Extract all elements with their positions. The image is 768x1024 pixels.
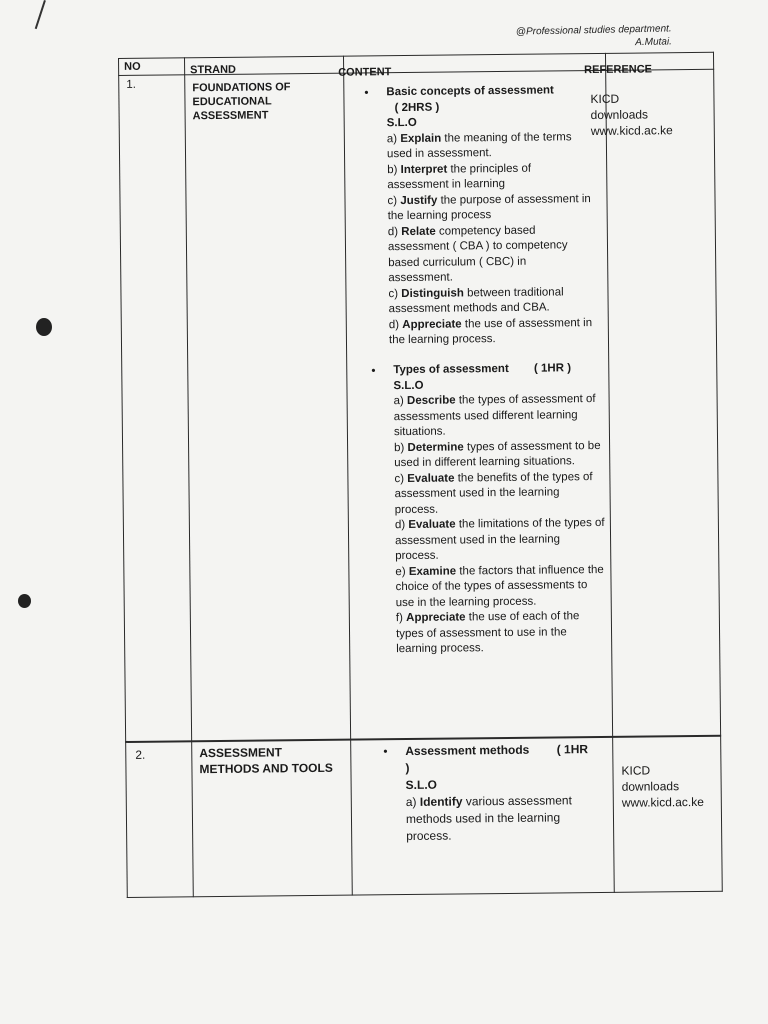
outcome-item: c) Distinguish between traditional assessment methods and CBA.	[388, 285, 564, 316]
reference-line: downloads	[590, 107, 649, 123]
topic-hours: ( 2HRS )	[394, 101, 440, 114]
strand-line: ASSESSMENT	[192, 109, 269, 123]
table-border-bottom	[127, 891, 723, 898]
row-1-reference	[590, 90, 673, 139]
row-2-number: 2.	[135, 747, 146, 762]
strand-line: FOUNDATIONS OF	[192, 81, 291, 95]
outcome-item: a) Describe the types of assessment of assessments used different learning situations.	[393, 393, 596, 439]
strand-line: EDUCATIONAL	[192, 95, 272, 109]
topic-assessment-methods	[383, 741, 596, 845]
table-border-top	[118, 52, 714, 59]
row-1-number: 1.	[126, 78, 136, 91]
table-border-left	[118, 58, 128, 898]
outcome-item: d) Relate competency based assessment ( CBA ) to competency based curriculum ( CBC) in assessment.	[387, 224, 568, 285]
row-2-strand	[199, 744, 333, 777]
topic-hours: ( 1HR )	[405, 742, 589, 776]
topic-types-of-assessment	[371, 361, 606, 658]
reference-line: www.kicd.ac.ke	[590, 123, 673, 139]
scheme-table	[118, 52, 723, 898]
outcome-item: c) Evaluate the benefits of the types of assessment used in the learning process.	[394, 470, 593, 516]
bullet-icon: •	[371, 363, 376, 378]
slo-label: S.L.O	[386, 116, 417, 130]
column-divider-strand	[343, 56, 353, 896]
row-1-strand	[192, 80, 291, 123]
outcome-item: a) Identify various assessment methods used in the learning process.	[405, 793, 572, 844]
topic-title: Types of assessment	[393, 362, 509, 377]
outcome-item: b) Determine types of assessment to be used in different learning situations.	[394, 439, 601, 470]
author-name: A.Mutai.	[635, 36, 673, 49]
slo-label: S.L.O	[405, 777, 438, 793]
table-border-right	[713, 52, 723, 892]
punch-hole-bottom	[18, 594, 31, 608]
column-header-strand: STRAND	[190, 63, 237, 77]
topic-title: Basic concepts of assessment	[386, 84, 554, 99]
reference-line: KICD	[590, 91, 620, 107]
row-divider	[125, 735, 721, 743]
outcome-item: d) Evaluate the limitations of the types of assessment used in the learning process.	[394, 516, 605, 563]
topic-basic-concepts	[364, 83, 594, 349]
pen-mark	[35, 0, 46, 29]
outcome-item: d) Appreciate the use of assessment in the learning process.	[388, 316, 593, 347]
outcome-item: c) Justify the purpose of assessment in the learning process	[387, 192, 591, 223]
department-note	[516, 22, 672, 51]
slo-label: S.L.O	[393, 379, 424, 392]
outcome-item: b) Interpret the principles of assessment in learning	[387, 162, 532, 192]
bullet-icon: •	[383, 744, 388, 759]
outcome-item: f) Appreciate the use of each of the types of assessment to use in the learning process.	[395, 610, 580, 656]
column-header-content: CONTENT	[338, 66, 392, 79]
outcome-item: a) Explain the meaning of the terms used in assessment.	[386, 130, 572, 161]
outcome-item: e) Examine the factors that influence the choice of the types of assessments to use in the learning process.	[395, 563, 604, 609]
column-divider-content	[605, 53, 615, 893]
topic-title: Assessment methods	[405, 742, 530, 759]
reference-line: KICD	[621, 763, 651, 778]
row-2-reference	[621, 762, 704, 811]
column-divider-no	[184, 57, 194, 897]
topic-hours: ( 1HR )	[533, 362, 572, 375]
department-name: @Professional studies department.	[515, 23, 672, 38]
strand-line: METHODS AND TOOLS	[199, 760, 333, 777]
strand-line: ASSESSMENT	[199, 745, 283, 761]
column-header-reference: REFERENCE	[584, 63, 653, 77]
reference-line: www.kicd.ac.ke	[621, 794, 704, 810]
punch-hole-top	[36, 318, 52, 336]
reference-line: downloads	[621, 779, 680, 794]
column-header-no: NO	[124, 60, 141, 73]
bullet-icon: •	[364, 85, 369, 100]
